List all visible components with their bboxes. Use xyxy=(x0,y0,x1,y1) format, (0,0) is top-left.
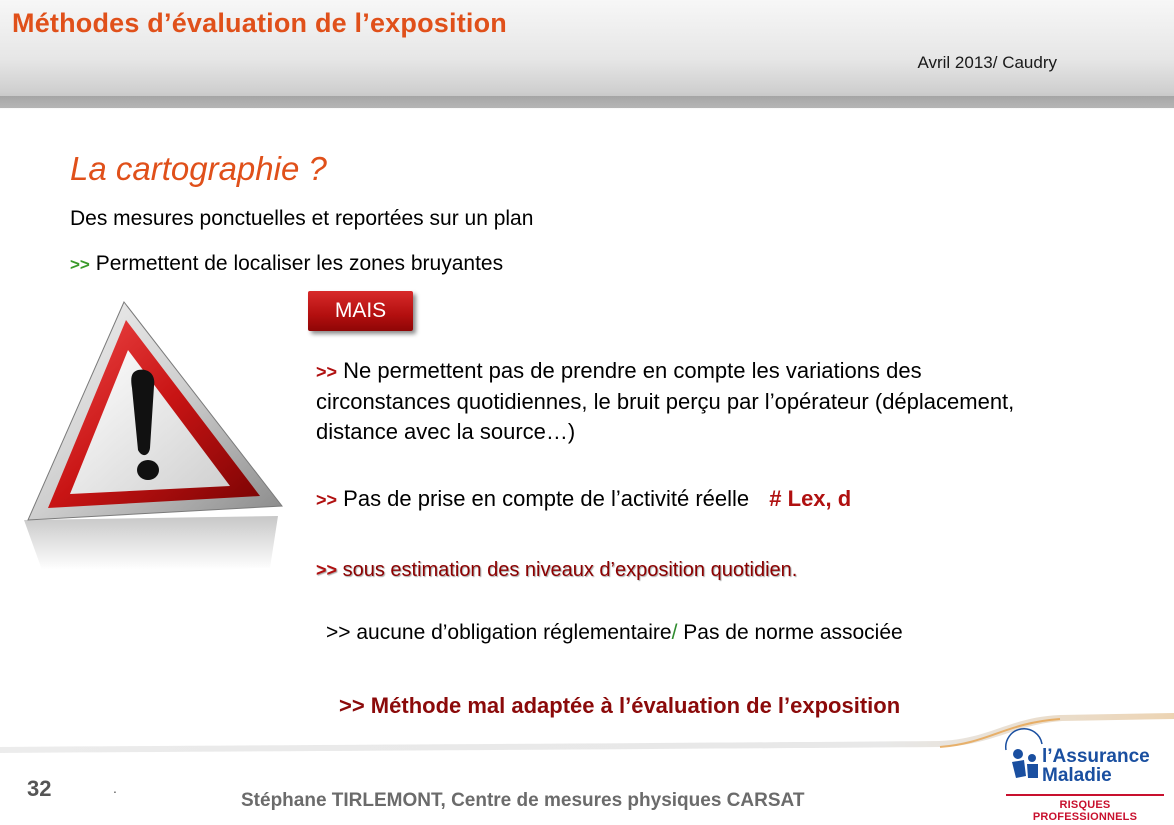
benefit-text: Permettent de localiser les zones bruyantes xyxy=(95,252,504,275)
logo-band: RISQUES PROFESSIONNELS xyxy=(1006,794,1164,814)
limitation-text-2: Pas de prise en compte de l’activité réelle xyxy=(343,486,750,511)
slide-date: Avril 2013/ Caudry xyxy=(917,53,1057,72)
logo-text-line2: Maladie xyxy=(1042,765,1112,786)
bullet-arrow: >> xyxy=(316,490,338,510)
limitation-point-1 xyxy=(316,356,1016,447)
limitation-point-4 xyxy=(326,621,903,645)
slide-title: Méthodes d’évaluation de l’exposition xyxy=(12,8,507,38)
warning-triangle-icon xyxy=(20,298,288,573)
conclusion-line: >> Méthode mal adaptée à l’évaluation de l’exposition xyxy=(339,693,901,718)
header-shadow xyxy=(0,96,1174,110)
lex-emphasis: # Lex, d xyxy=(769,486,852,511)
limitation-point-2 xyxy=(316,486,851,512)
page-number: 32 xyxy=(27,776,52,801)
intro-line: Des mesures ponctuelles et reportées sur un plan xyxy=(70,207,534,230)
logo-figures-icon xyxy=(1002,724,1046,784)
bullet-arrow: >> xyxy=(316,560,338,580)
limitation-text-1: Ne permettent pas de prendre en compte les variations des circonstances quotidiennes, le bruit perçu par l’opérateur (déplacement, distance avec la source…) xyxy=(316,358,1015,444)
limitation-text-4a: >> aucune d’obligation réglementaire xyxy=(326,621,672,644)
benefit-line xyxy=(70,252,503,276)
mais-badge: MAIS xyxy=(308,291,413,331)
footer-author: Stéphane TIRLEMONT, Centre de mesures physiques CARSAT xyxy=(241,790,805,811)
section-heading: La cartographie ? xyxy=(70,150,327,187)
limitation-text-3: sous estimation des niveaux d’exposition quotidien. xyxy=(342,559,798,581)
limitation-text-4b: Pas de norme associée xyxy=(677,621,903,644)
bullet-arrow: >> xyxy=(316,362,338,382)
footer-dot: . xyxy=(113,780,117,796)
assurance-maladie-logo xyxy=(1000,722,1170,823)
footer-swoosh xyxy=(0,705,1174,775)
logo-text-line1: l’Assurance xyxy=(1042,746,1150,767)
green-slash: / xyxy=(671,621,678,644)
limitation-point-3 xyxy=(316,559,797,582)
bullet-arrow: >> xyxy=(70,255,90,274)
